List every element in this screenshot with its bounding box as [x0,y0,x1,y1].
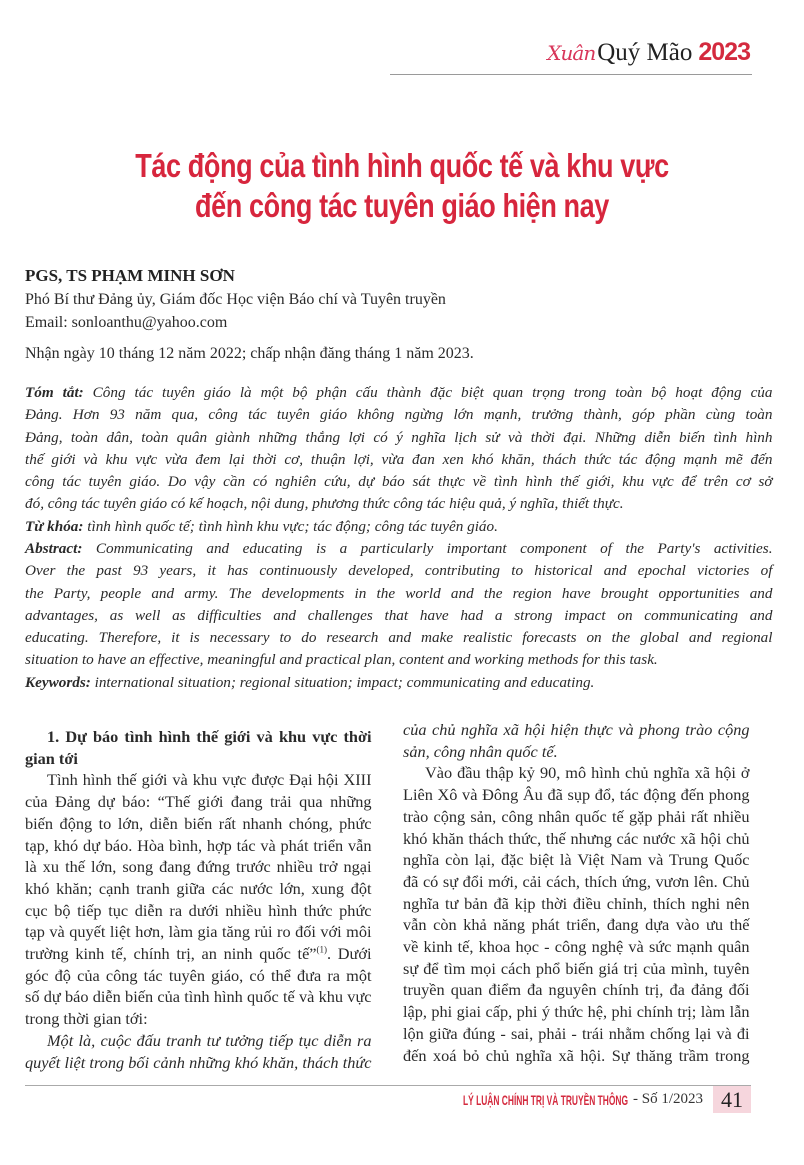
paragraph-line: truyền quan điểm đa nguyên chính trị, đa đảng đối [403,980,750,1000]
paragraph [403,762,750,1066]
abstract-line [25,382,773,404]
abstract-line: Đảng, toàn dân, toàn quân giành những thắng lợi có ý nghĩa lịch sử và thời đại. Những diễn biến tình hình [25,428,773,446]
abstract-line: đó, công tác tuyên giáo có kế hoạch, nội dung, phương thức công tác hiệu quả, ý nghĩa, thiết thực. [25,495,624,513]
title-line: Tác động của tình hình quốc tế và khu vực [135,147,669,184]
abstract-line: Over the past 93 years, it has continuously developed, contributing to historical and epochal victories of [25,562,773,580]
paragraph-line: sự để tìm mọi cách phổ biến giá trị của mình, tuyên [403,958,750,978]
paragraph-line: Liên Xô và Đông Âu đã sụp đổ, tác động đến phong [403,785,750,805]
abstract-label: Tóm tắt: [25,384,84,401]
paragraph-line: của chủ nghĩa xã hội hiện thực và phong trào cộng [403,720,750,739]
abstract-label: Abstract: [25,540,83,557]
paragraph-line: trong thời gian tới: [25,1009,148,1029]
abstract-line: educating. Therefore, it is necessary to do research and make realistic forecasts on the global and regional [25,629,773,647]
abstract-line: the Party, people and army. The developments in the world and the region have brought opportunities and [25,584,773,602]
text: trường kinh tế, chính trị, an ninh quốc tế” [25,944,317,964]
body-column-right [403,719,750,1066]
paragraph-line: đã có sự đổi mới, cải cách, thích ứng, vươn lên. Chủ [403,871,750,891]
paragraph-line: của Đảng dự báo: “Thế giới đang trải qua những [25,792,372,812]
paragraph-line: sản, công nhân quốc tế. [403,741,558,761]
footer-divider [25,1085,751,1086]
abstract-line: thế giới và khu vực vừa đem lại thời cơ, thuận lợi, vừa đan xen khó khăn, thách thức tác động mạnh mẽ đến [25,450,773,468]
body-column-left [25,726,372,1073]
paragraph-line: tạp, khó dự báo. Hòa bình, hợp tác và phát triển vẫn [25,835,372,855]
paragraph-line: nghĩa còn lại, đặc biệt là Việt Nam và Trung Quốc [403,850,750,870]
paragraph-line: quyết liệt trong bối cảnh những khó khăn, thách thức [25,1052,372,1072]
keywords-text: international situation; regional situation; impact; communicating and educating. [90,673,595,691]
journal-name: LÝ LUẬN CHÍNH TRỊ VÀ TRUYỀN THÔNG [463,1092,629,1108]
keywords-label: Từ khóa: [25,517,84,535]
footnote-ref[interactable]: (1) [316,944,328,955]
paragraph-line: lộn giữa đúng - sai, phải - trái nhằm chống lại và đi [403,1023,750,1043]
abstract-english [25,538,773,694]
header-script: Xuân [547,41,596,65]
paragraph-line: khó khăn thách thức, thế nhưng các nước xã hội chủ [403,828,750,848]
paragraph-line: vẫn còn khả năng phát triển, đang dựa vào ưu thế [403,915,750,935]
section-heading: gian tới [25,748,78,768]
abstract-text: Công tác tuyên giáo là một bộ phận cấu thành đặc biệt quan trọng trong toàn bộ hoạt động của [83,384,773,401]
paragraph-line: khó khăn; cạnh tranh giữa các nước lớn, xung đột [25,878,372,898]
paragraph-line: lập, phi giai cấp, phi ý thức hệ, phi chính trị; làm lẫn [403,1002,750,1022]
page-number: 41 [713,1086,751,1113]
author-name: PGS, TS PHẠM MINH SƠN [25,266,235,285]
paragraph [25,965,372,1030]
paragraph-line: Tình hình thế giới và khu vực được Đại hội XIII [47,770,372,790]
received-date: Nhận ngày 10 tháng 12 năm 2022; chấp nhận đăng tháng 1 năm 2023. [25,345,474,362]
keywords-text: tình hình quốc tế; tình hình khu vực; tác động; công tác tuyên giáo. [83,517,498,535]
paragraph-line: về kinh tế, khoa học - công nghệ và sức mạnh quân [403,937,750,957]
author-affiliation: Phó Bí thư Đảng ủy, Giám đốc Học viện Báo chí và Tuyên truyền [25,291,446,308]
abstract-line: situation to have an effective, meaningful and practical plan, content and working methods for this task. [25,651,658,669]
abstract-line: Đảng. Hơn 93 năm qua, công tác tuyên giáo không ngừng lớn mạnh, trưởng thành, góp phần cùng toàn [25,406,773,424]
header-name: Quý Mão [597,39,693,66]
abstract-line [25,538,773,560]
issue-number: - Số 1/2023 [633,1091,704,1107]
paragraph-line: Một là, cuộc đấu tranh tư tưởng tiếp tục diễn ra [47,1030,372,1050]
paragraph-line: góc độ của công tác tuyên giáo, có thể đưa ra một [25,965,372,985]
italic-paragraph [403,719,750,762]
section-heading: 1. Dự báo tình hình thế giới và khu vực thời [47,727,372,746]
paragraph-line: cục bộ tiếp tục diễn ra dưới nhiều hình thức phức [25,900,372,920]
abstract-vietnamese [25,382,773,538]
article-title [0,146,804,226]
paragraph-line: Vào đầu thập kỷ 90, mô hình chủ nghĩa xã hội ở [425,763,750,783]
title-line: đến công tác tuyên giáo hiện nay [195,187,609,224]
issue-header [547,38,750,67]
keywords-line [25,516,773,538]
paragraph-line: biến động to lớn, diễn biến rất nhanh chóng, phức [25,813,372,833]
keywords-label: Keywords: [25,673,91,691]
paragraph-line: nghĩa tư bản đã kịp thời điều chỉnh, thích nghi nên [403,893,750,913]
header-divider [390,74,752,75]
abstract-text: Communicating and educating is a particularly important component of the Party's activities. [82,540,773,557]
paragraph-line: tạp và quyết liệt hơn, làm gia tăng rủi ro đối với môi [25,922,372,942]
paragraph-line: trào cộng sản, công nhân quốc tế gặp phải rất nhiều [403,806,750,826]
author-email: Email: sonloanthu@yahoo.com [25,314,228,331]
italic-paragraph [25,1030,372,1073]
paragraph-line: là xu thế lớn, song đang đứng trước nhiều trở ngại [25,857,372,877]
paragraph-line: số dự báo diễn biến của tình hình quốc tế và khu vực [25,987,372,1007]
abstract-line: advantages, as well as difficulties and challenges that have had a strong impact on communicating and [25,606,773,624]
text: . Dưới [327,944,372,964]
abstract-line: công tác tuyên giáo. Do vậy cần có nghiên cứu, dự báo sát thực về tình hình thế giới, khu vực để trên cơ sở [25,473,773,491]
paragraph [25,769,372,943]
footer [463,1088,708,1112]
keywords-line [25,672,773,694]
paragraph-line: đến xoá bỏ chủ nghĩa xã hội. Sự thăng trầm trong [403,1045,750,1065]
paragraph-line [25,943,372,965]
header-year: 2023 [698,38,750,66]
